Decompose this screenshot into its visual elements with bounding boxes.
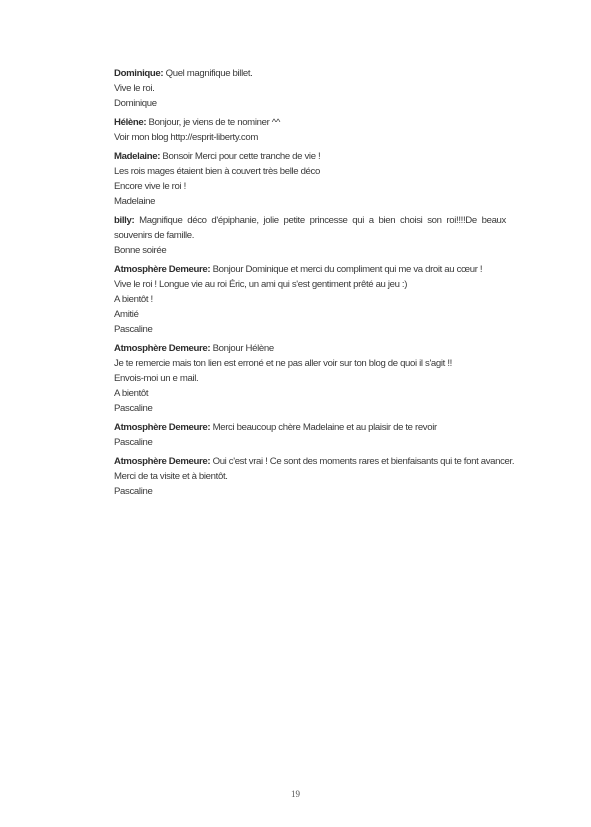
comment-text: Oui c'est vrai ! Ce sont des moments rares et bienfaisants qui te font avancer. — [212, 456, 515, 467]
comment-text: Vive le roi. — [114, 83, 155, 94]
comment-text: Bonjour Hélène — [212, 343, 274, 354]
comment-author: Atmosphère Demeure: — [114, 456, 211, 467]
comment-signature: Madelaine — [114, 196, 156, 207]
comment-first-line — [114, 149, 506, 164]
comment-first-line — [114, 66, 506, 81]
comment-text: Je te remercie mais ton lien est erroné et ne pas aller voir sur ton blog de quoi il s'agit !! — [114, 358, 452, 369]
comment-text: Les rois mages étaient bien à couvert très belle déco — [114, 166, 320, 177]
comment-author: Atmosphère Demeure: — [114, 422, 211, 433]
comment-author: billy: — [114, 215, 135, 226]
comment — [114, 262, 506, 337]
comment-first-line — [114, 115, 506, 130]
comment — [114, 213, 506, 258]
comment-first-line — [114, 262, 506, 277]
comment-text: Bonsoir Merci pour cette tranche de vie ! — [162, 151, 321, 162]
comment-text: Merci de ta visite et à bientôt. — [114, 471, 228, 482]
comment-signature: Pascaline — [114, 324, 153, 335]
comment-first-line — [114, 420, 506, 435]
comment — [114, 420, 506, 450]
comment-signature: Pascaline — [114, 403, 153, 414]
comment — [114, 341, 506, 416]
comment-author: Atmosphère Demeure: — [114, 343, 211, 354]
comment-author: Madelaine: — [114, 151, 161, 162]
comment-text: Encore vive le roi ! — [114, 181, 186, 192]
comment-text: Quel magnifique billet. — [165, 68, 253, 79]
comments-section — [114, 66, 515, 503]
comment-text: Voir mon blog http://esprit-liberty.com — [114, 132, 258, 143]
comment-author: Hélène: — [114, 117, 147, 128]
page-number: 19 — [291, 789, 300, 799]
comment-text: Merci beaucoup chère Madelaine et au plaisir de te revoir — [212, 422, 437, 433]
comment-text: Amitié — [114, 309, 139, 320]
comment-signature: Pascaline — [114, 486, 153, 497]
comment-author: Dominique: — [114, 68, 164, 79]
comment-first-line — [114, 454, 515, 469]
comment — [114, 115, 506, 145]
comment-text: Bonjour Dominique et merci du compliment qui me va droit au cœur ! — [212, 264, 483, 275]
comment-author: Atmosphère Demeure: — [114, 264, 211, 275]
comment-text: A bientôt — [114, 388, 149, 399]
comment-signature: Pascaline — [114, 437, 153, 448]
comment-signature: Dominique — [114, 98, 157, 109]
comment-text: A bientôt ! — [114, 294, 153, 305]
comment-first-line — [114, 341, 506, 356]
comment-text: Magnifique déco d'épiphanie, jolie petite princesse qui a bien choisi son roi!!!!De beaux souvenirs de famille. — [114, 215, 506, 241]
comment — [114, 454, 515, 499]
comment — [114, 66, 506, 111]
comment — [114, 149, 506, 209]
comment-text: Vive le roi ! Longue vie au roi Éric, un ami qui s'est gentiment prêté au jeu :) — [114, 279, 408, 290]
comment-text: Bonne soirée — [114, 245, 167, 256]
comment-text: Envois-moi un e mail. — [114, 373, 199, 384]
comment-first-line — [114, 213, 506, 243]
comment-text: Bonjour, je viens de te nominer ^^ — [148, 117, 281, 128]
